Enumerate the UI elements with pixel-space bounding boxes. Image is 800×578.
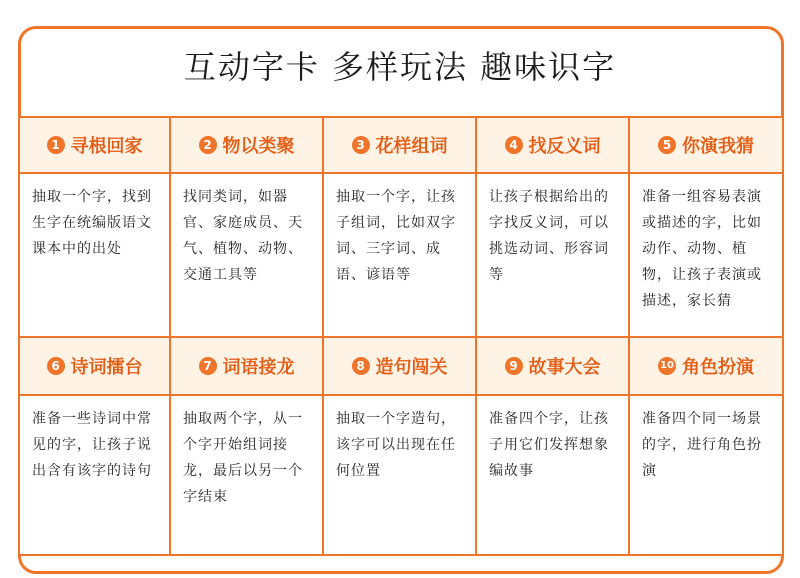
game-title: 故事大会: [528, 357, 601, 378]
game-header-3: [324, 116, 477, 174]
number-badge: 7: [199, 357, 217, 375]
game-desc-1: 抽取一个字，找到生字在统编版语文课本中的出处: [18, 174, 171, 338]
game-title: 造句闯关: [375, 357, 448, 378]
number-badge: 10: [658, 357, 676, 375]
game-header-9: [477, 338, 630, 396]
number-badge: 2: [199, 136, 217, 154]
game-header-5: [630, 116, 784, 174]
number-badge: 3: [352, 136, 370, 154]
number-badge: 6: [47, 357, 65, 375]
game-title: 物以类聚: [222, 136, 295, 157]
game-header-8: [324, 338, 477, 396]
game-title: 花样组词: [375, 136, 448, 157]
game-header-4: [477, 116, 630, 174]
page-title: 互动字卡 多样玩法 趣味识字: [183, 48, 617, 86]
game-desc-6: 准备一些诗词中常见的字，让孩子说出含有该字的诗句: [18, 396, 171, 556]
number-badge: 9: [505, 357, 523, 375]
game-title: 你演我猜: [682, 136, 754, 157]
game-desc-7: 抽取两个字，从一个字开始组词接龙，最后以另一个字结束: [171, 396, 324, 556]
game-header-6: [18, 338, 171, 396]
game-title: 找反义词: [528, 136, 601, 157]
games-grid: [18, 116, 784, 556]
game-desc-2: 找同类词，如器官、家庭成员、天气、植物、动物、交通工具等: [171, 174, 324, 338]
game-header-2: [171, 116, 324, 174]
game-title: 词语接龙: [222, 357, 295, 378]
game-desc-10: 准备四个同一场景的字，进行角色扮演: [630, 396, 784, 556]
number-badge: 4: [505, 136, 523, 154]
game-title: 角色扮演: [682, 357, 754, 378]
game-title: 诗词擂台: [70, 357, 143, 378]
game-desc-8: 抽取一个字造句，该字可以出现在任何位置: [324, 396, 477, 556]
game-header-1: [18, 116, 171, 174]
game-title: 寻根回家: [70, 136, 143, 157]
number-badge: 1: [47, 136, 65, 154]
game-header-7: [171, 338, 324, 396]
game-desc-4: 让孩子根据给出的字找反义词，可以挑选动词、形容词等: [477, 174, 630, 338]
number-badge: 5: [658, 136, 676, 154]
game-header-10: [630, 338, 784, 396]
game-desc-9: 准备四个字，让孩子用它们发挥想象编故事: [477, 396, 630, 556]
game-desc-3: 抽取一个字，让孩子组词，比如双字词、三字词、成语、谚语等: [324, 174, 477, 338]
number-badge: 8: [352, 357, 370, 375]
game-desc-5: 准备一组容易表演或描述的字，比如动作、动物、植物，让孩子表演或描述，家长猜: [630, 174, 784, 338]
